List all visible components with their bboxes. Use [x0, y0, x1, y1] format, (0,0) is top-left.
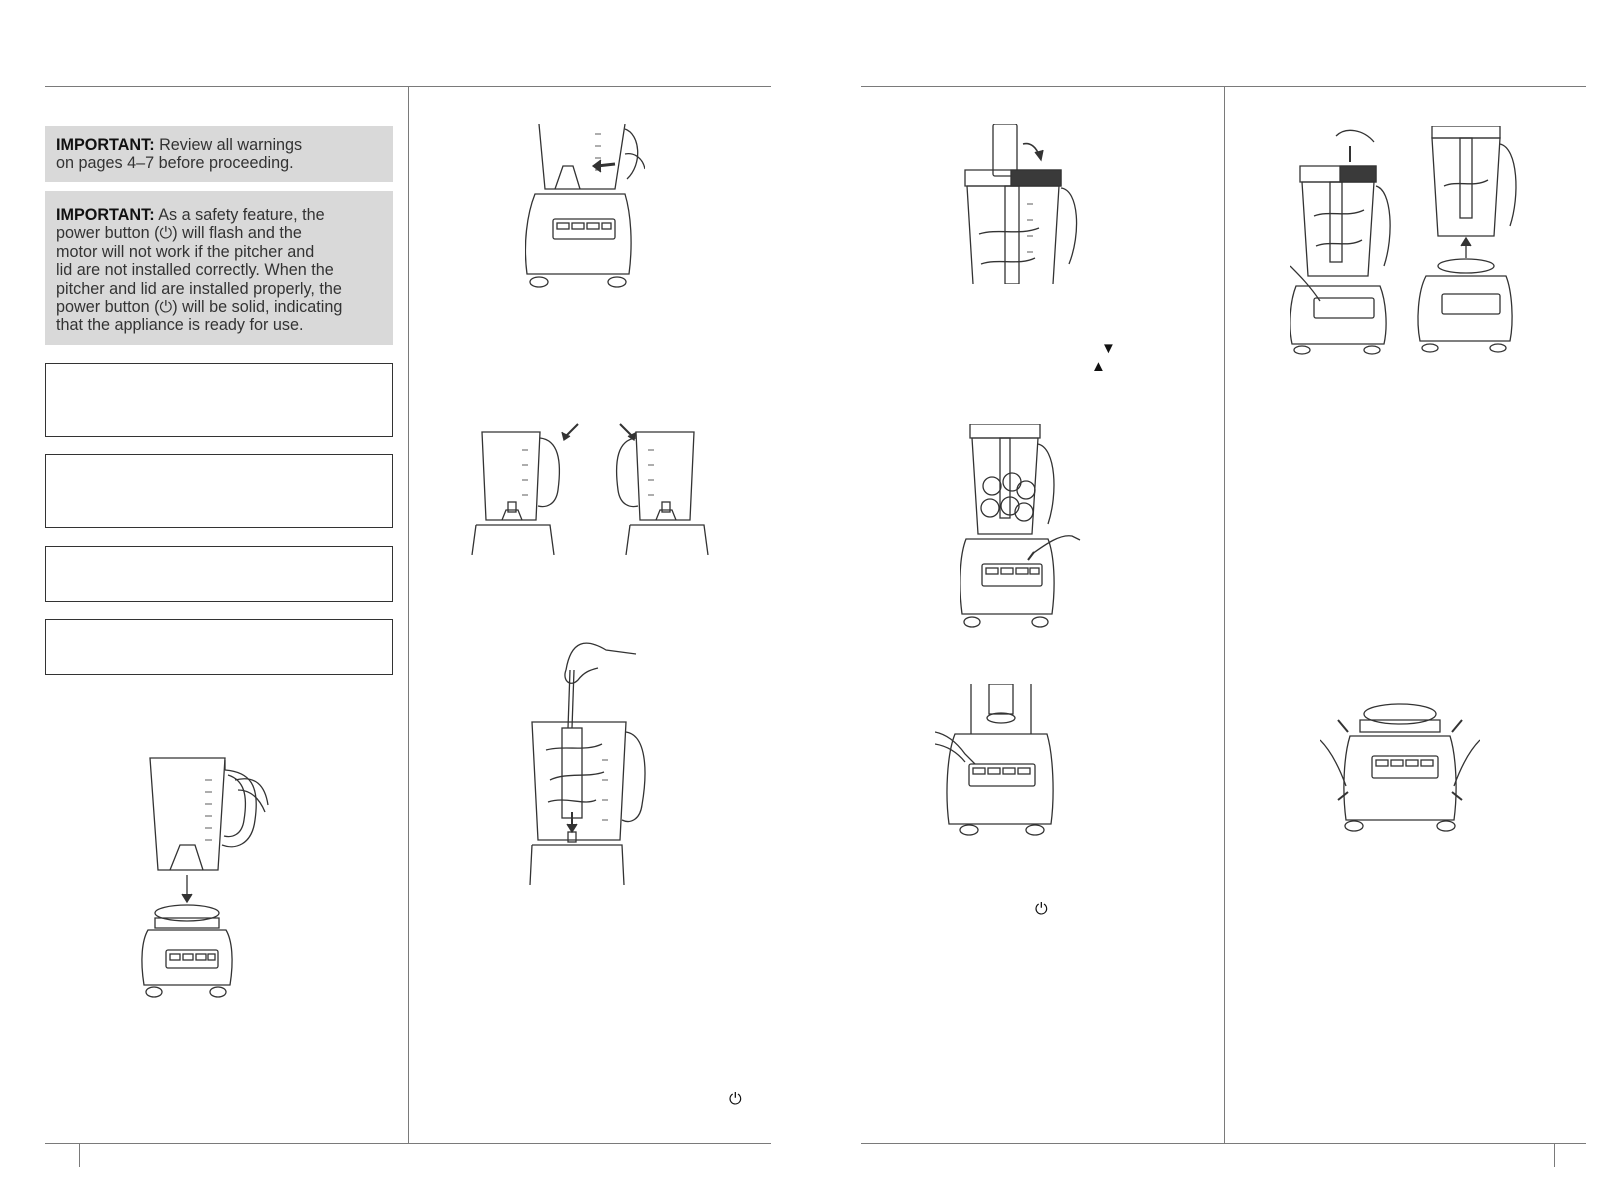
pitcher-alignment-illustration [470, 420, 730, 555]
notice-label: IMPORTANT: [56, 206, 155, 224]
blending-illustration [960, 424, 1085, 634]
notice-text: on pages 4–7 before proceeding. [56, 154, 294, 173]
page-tick-left [79, 1143, 80, 1167]
notice-text: power button (⏻) will flash and the [56, 224, 302, 243]
blade-assembly-illustration [526, 640, 646, 885]
notice-text: pitcher and lid are installed properly, the [56, 279, 342, 298]
outlined-box-1 [45, 363, 393, 437]
outlined-box-2 [45, 454, 393, 528]
column-divider-1 [408, 86, 409, 1143]
power-icon: ⏻ [729, 1091, 742, 1108]
notice-text: that the appliance is ready for use. [56, 316, 304, 335]
triangle-down-icon: ▼ [1101, 340, 1116, 357]
pitcher-on-base-illustration [525, 124, 645, 294]
notice-label: IMPORTANT: [56, 136, 155, 154]
triangle-up-icon: ▲ [1091, 358, 1106, 375]
pitcher-removal-illustration [1290, 126, 1520, 356]
outlined-box-3 [45, 546, 393, 602]
important-review-notice [45, 126, 393, 182]
page-tick-right [1554, 1143, 1555, 1167]
notice-text: power button (⏻) will be solid, indicating [56, 298, 343, 317]
notice-text: lid are not installed correctly. When the [56, 261, 334, 280]
notice-text: motor will not work if the pitcher and [56, 242, 315, 261]
notice-text: Review all warnings [154, 136, 303, 154]
outlined-box-4 [45, 619, 393, 675]
notice-text: As a safety feature, the [154, 206, 325, 224]
pitcher-placement-illustration [140, 750, 280, 1005]
power-icon: ⏻ [1035, 901, 1048, 918]
base-release-illustration [1320, 700, 1480, 835]
column-divider-2 [1224, 86, 1225, 1143]
bottom-rule-left [45, 1143, 771, 1144]
important-safety-notice [45, 191, 393, 345]
control-panel-illustration [935, 684, 1075, 844]
lid-install-illustration [955, 124, 1095, 284]
bottom-rule-right [861, 1143, 1586, 1144]
